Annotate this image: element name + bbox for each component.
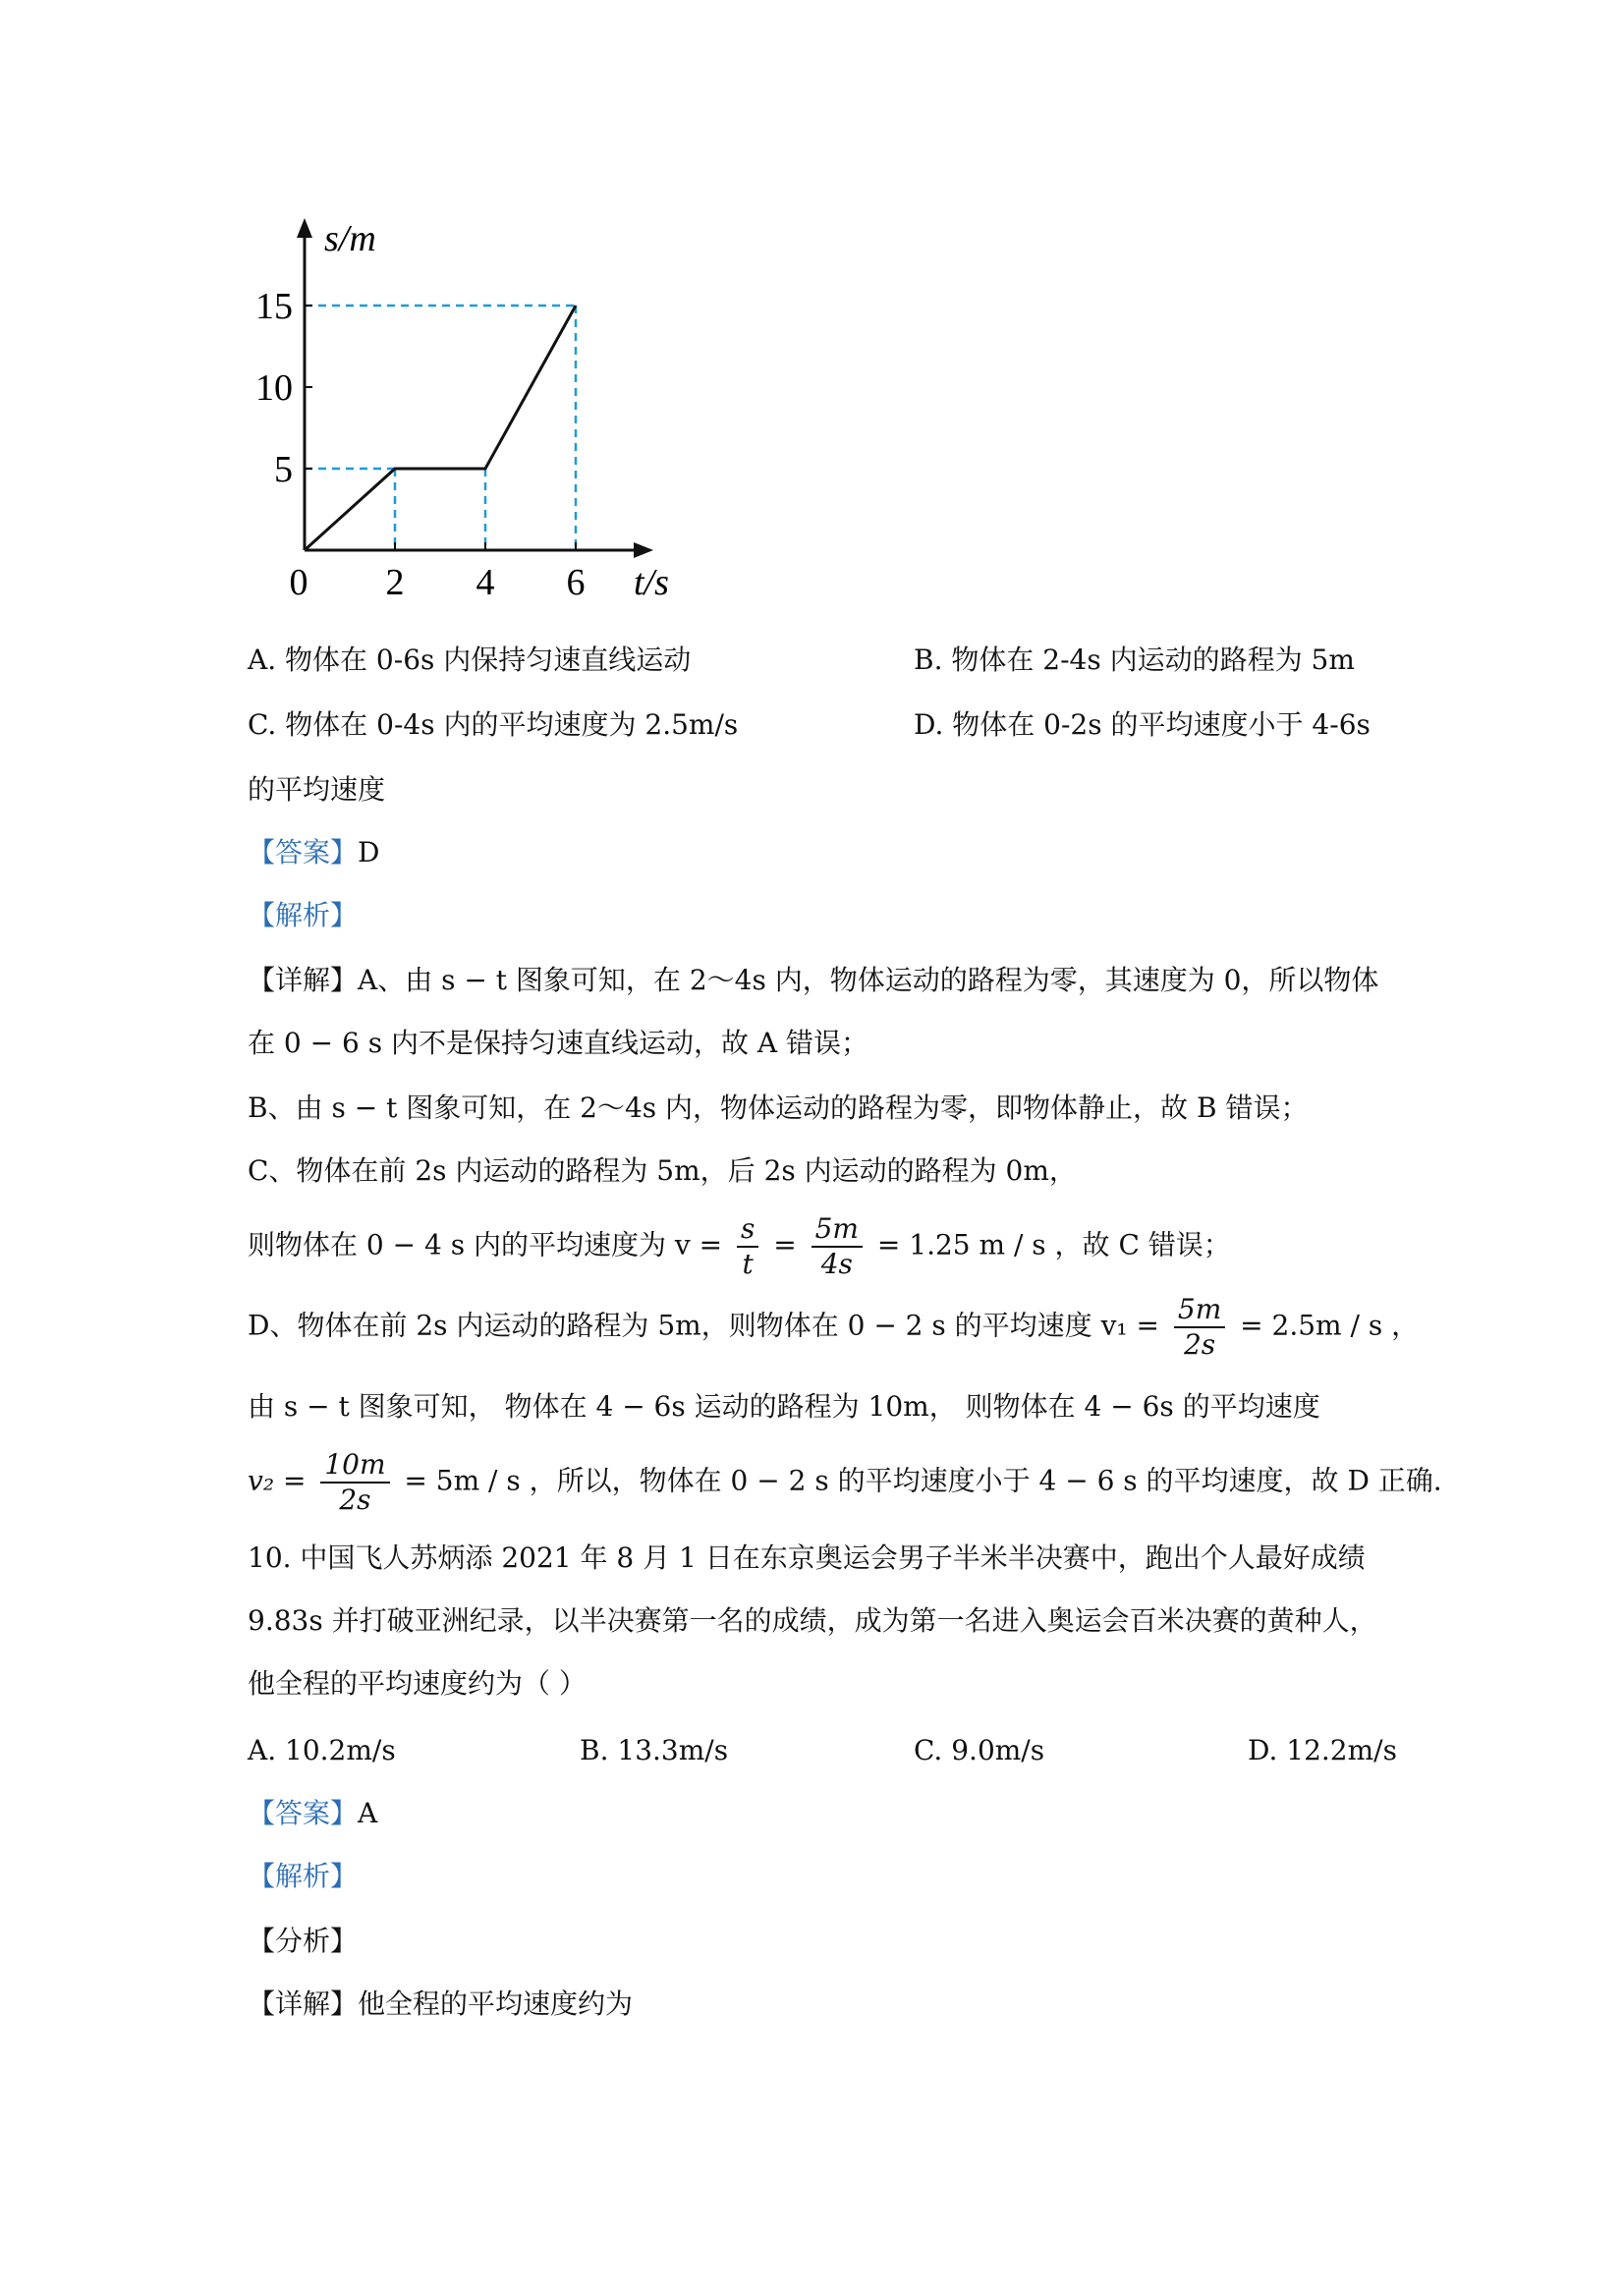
- fraction-10m-over-2s: [320, 1448, 389, 1517]
- numerator: 5m: [812, 1212, 863, 1248]
- s-t-graph: [226, 216, 678, 609]
- y-axis-label: s/m: [324, 218, 376, 259]
- detail-text: A、由 s − t 图象可知，在 2～4s 内，物体运动的路程为零，其速度为 0，所以物体: [358, 964, 1379, 996]
- equals: =: [773, 1228, 797, 1261]
- x-axis-label: t/s: [634, 562, 669, 603]
- q10-answer: [248, 1794, 377, 1833]
- option-c: C. 物体在 0-4s 内的平均速度为 2.5m/s: [248, 708, 739, 741]
- q10-option-d: D. 12.2m/s: [1248, 1734, 1397, 1766]
- q10-option-a: A. 10.2m/s: [248, 1734, 396, 1766]
- q10-analysis-label: 【解析】: [248, 1860, 359, 1892]
- option-b: B. 物体在 2-4s 内运动的路程为 5m: [914, 644, 1355, 676]
- x-tick-label: 6: [566, 562, 586, 603]
- option-a: A. 物体在 0-6s 内保持匀速直线运动: [248, 644, 692, 676]
- formula-prefix: 则物体在 0 − 4 s 内的平均速度为 v =: [248, 1228, 723, 1261]
- fraction-s-over-t: [737, 1212, 758, 1281]
- x-tick-label: 2: [385, 562, 405, 603]
- formula-suffix: = 1.25 m / s ，故 C 错误；: [876, 1228, 1231, 1261]
- q9-detail-line-3: B、由 s − t 图象可知，在 2～4s 内，物体运动的路程为零，即物体静止，故 B 错误；: [248, 1092, 1309, 1124]
- detail-label: 【详解】: [248, 1988, 359, 2020]
- numerator: 10m: [320, 1448, 389, 1484]
- y-tick-label: 10: [255, 367, 293, 409]
- answer-label: 【答案】: [248, 1797, 359, 1829]
- option-d-continued: 的平均速度: [248, 773, 386, 806]
- option-d: D. 物体在 0-2s 的平均速度小于 4-6s: [914, 708, 1371, 741]
- denominator: 4s: [820, 1248, 853, 1280]
- q9-detail-line-6: [248, 1293, 1419, 1362]
- q9-detail-line-2: 在 0 − 6 s 内不是保持匀速直线运动，故 A 错误；: [248, 1027, 868, 1059]
- q10-stem-line-2: 9.83s 并打破亚洲纪录，以半决赛第一名的成绩，成为第一名进入奥运会百米决赛的黄种人，: [248, 1604, 1377, 1637]
- formula-prefix: v₂ =: [248, 1464, 307, 1497]
- q9-answer: [248, 833, 379, 872]
- q9-analysis-label: 【解析】: [248, 899, 359, 931]
- formula-suffix: = 2.5m / s ，: [1240, 1309, 1420, 1342]
- denominator: t: [742, 1248, 754, 1280]
- x-axis-arrow: [634, 542, 653, 558]
- q10-fenxi-label: 【分析】: [248, 1925, 359, 1957]
- detail-label: 【详解】: [248, 964, 359, 996]
- numerator: s: [737, 1212, 758, 1248]
- y-axis-arrow: [297, 218, 312, 238]
- denominator: 2s: [339, 1484, 371, 1516]
- x-tick-label: 4: [476, 562, 495, 603]
- answer-label: 【答案】: [248, 836, 359, 868]
- q10-option-c: C. 9.0m/s: [914, 1734, 1045, 1766]
- answer-value: D: [358, 836, 380, 868]
- y-tick-label: 15: [255, 286, 293, 327]
- y-tick-label: 5: [274, 449, 293, 490]
- q10-detail: [248, 1985, 633, 2024]
- fraction-5m-over-2s: [1174, 1293, 1225, 1362]
- q9-detail-line-5: [248, 1212, 1231, 1281]
- x-tick-label: 0: [289, 562, 308, 603]
- q10-option-b: B. 13.3m/s: [580, 1734, 729, 1766]
- q9-detail-line-1: [248, 961, 1378, 1000]
- q10-stem-line-3: 他全程的平均速度约为（ ）: [248, 1667, 587, 1700]
- q9-detail-line-7: 由 s − t 图象可知， 物体在 4 − 6s 运动的路程为 10m， 则物体在 4 − 6s 的平均速度: [248, 1390, 1320, 1423]
- fraction-5m-over-4s: [812, 1212, 863, 1281]
- q9-detail-line-8: [248, 1448, 1442, 1517]
- answer-value: A: [358, 1797, 378, 1829]
- numerator: 5m: [1174, 1293, 1225, 1328]
- detail-text: 他全程的平均速度约为: [358, 1988, 634, 2020]
- distance-time-line: [305, 306, 576, 550]
- q9-detail-line-4: C、物体在前 2s 内运动的路程为 5m，后 2s 内运动的路程为 0m，: [248, 1154, 1077, 1187]
- formula-prefix: D、物体在前 2s 内运动的路程为 5m，则物体在 0 − 2 s 的平均速度 v₁ =: [248, 1309, 1159, 1342]
- denominator: 2s: [1183, 1328, 1216, 1361]
- formula-suffix: = 5m / s ，所以，物体在 0 − 2 s 的平均速度小于 4 − 6 s 的平均速度，故 D 正确.: [404, 1464, 1442, 1497]
- q10-stem-line-1: 10. 中国飞人苏炳添 2021 年 8 月 1 日在东京奥运会男子半米半决赛中，跑出个人最好成绩: [248, 1541, 1366, 1574]
